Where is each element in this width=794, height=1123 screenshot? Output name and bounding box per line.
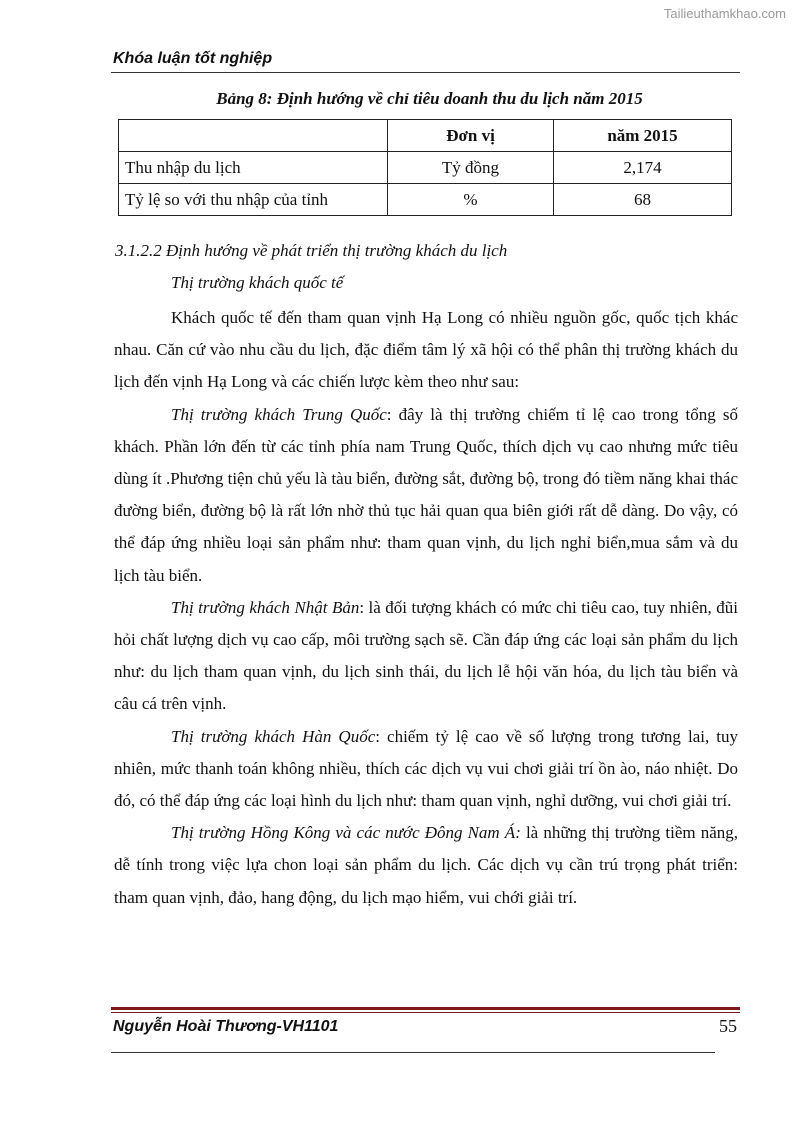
- table-cell: Tỷ đồng: [388, 152, 554, 184]
- header-divider: [111, 72, 740, 73]
- footer-rule-thin: [111, 1012, 740, 1013]
- paragraph-text: là những thị trường tiềm năng, dễ tính trong việc lựa chon loại sản phẩm du lịch. Các dịch vụ cần trú trọng phát triển: tham quan vịnh, đảo, hang động, du lịch mạo hiểm, vui chới giải trí.: [114, 823, 738, 907]
- table-header-cell: Đơn vị: [388, 120, 554, 152]
- table-cell: Thu nhập du lịch: [119, 152, 388, 184]
- paragraph: [114, 817, 738, 914]
- table-header-row: [119, 120, 732, 152]
- paragraph: [114, 302, 738, 399]
- footer-rule: [111, 1007, 740, 1010]
- page-header-title: Khóa luận tốt nghiệp: [113, 50, 273, 67]
- table-cell: 68: [554, 184, 732, 216]
- table-row: [119, 152, 732, 184]
- revenue-target-table: [118, 119, 732, 216]
- paragraph-lead: Thị trường khách Hàn Quốc: [171, 726, 376, 746]
- paragraph: [114, 592, 738, 721]
- table-caption: Bảng 8: Định hướng về chỉ tiêu doanh thu du lịch năm 2015: [216, 89, 643, 108]
- body-text: [114, 302, 738, 914]
- section-subheading: Thị trường khách quốc tế: [171, 273, 344, 292]
- paragraph: [114, 721, 738, 818]
- table-cell: Tỷ lệ so với thu nhập của tỉnh: [119, 184, 388, 216]
- table-header-cell: năm 2015: [554, 120, 732, 152]
- footer-author: Nguyễn Hoài Thương-VH1101: [113, 1018, 339, 1035]
- table-cell: %: [388, 184, 554, 216]
- paragraph-text: : là đối tượng khách có mức chi tiêu cao, tuy nhiên, đũi hỏi chất lượng dịch vụ cao cấp, môi trường sạch sẽ. Cần đáp ứng các loại sản phẩm du lịch như: du lịch tham quan vịnh, du lịch sinh thái, du lịch lễ hội văn hóa, du lịch tàu biển và câu cá trên vịnh.: [114, 597, 738, 714]
- paragraph-lead: Thị trường khách Nhật Bản: [171, 597, 360, 617]
- footer-bottom-line: [111, 1052, 715, 1053]
- table-cell: 2,174: [554, 152, 732, 184]
- paragraph-lead: Thị trường khách Trung Quốc: [171, 404, 387, 424]
- paragraph-text: Khách quốc tế đến tham quan vịnh Hạ Long có nhiều nguồn gốc, quốc tịch khác nhau. Căn cứ vào nhu cầu du lịch, đặc điểm tâm lý xã hội có thể phân thị trường khách du lịch đến vịnh Hạ Long và các chiến lược kèm theo như sau:: [114, 308, 738, 392]
- paragraph: [114, 399, 738, 592]
- paragraph-text: : chiếm tỷ lệ cao về số lượng trong tương lai, tuy nhiên, mức thanh toán không nhiều, thích các dịch vụ vui chơi giải trí ồn ào, náo nhiệt. Do đó, có thể đáp ứng các loại hình du lịch như: tham quan vịnh, nghỉ dưỡng, vui chơi giải trí.: [114, 726, 738, 811]
- watermark: Tailieuthamkhao.com: [663, 6, 786, 21]
- paragraph-text: : đây là thị trường chiếm tỉ lệ cao trong tổng số khách. Phần lớn đến từ các tỉnh phía nam Trung Quốc, thích dịch vụ cao nhưng mức tiêu dùng ít .Phương tiện chủ yếu là tàu biển, đường sắt, đường bộ, trong đó tiềm năng khai thác đường biển, đường bộ là rất lớn nhờ thủ tục hải quan qua biên giới rất dễ dàng. Do vậy, có thể đáp ứng nhiều loại sản phẩm như: tham quan vịnh, du lịch nghỉ biển,mua sắm và du lịch tàu biển.: [114, 404, 739, 585]
- table-row: [119, 184, 732, 216]
- paragraph-lead: Thị trường Hồng Kông và các nước Đông Nam Á:: [171, 823, 521, 843]
- section-heading: 3.1.2.2 Định hướng về phát triển thị trường khách du lịch: [115, 241, 508, 260]
- page-number: 55: [719, 1016, 737, 1036]
- table-header-cell: [119, 120, 388, 152]
